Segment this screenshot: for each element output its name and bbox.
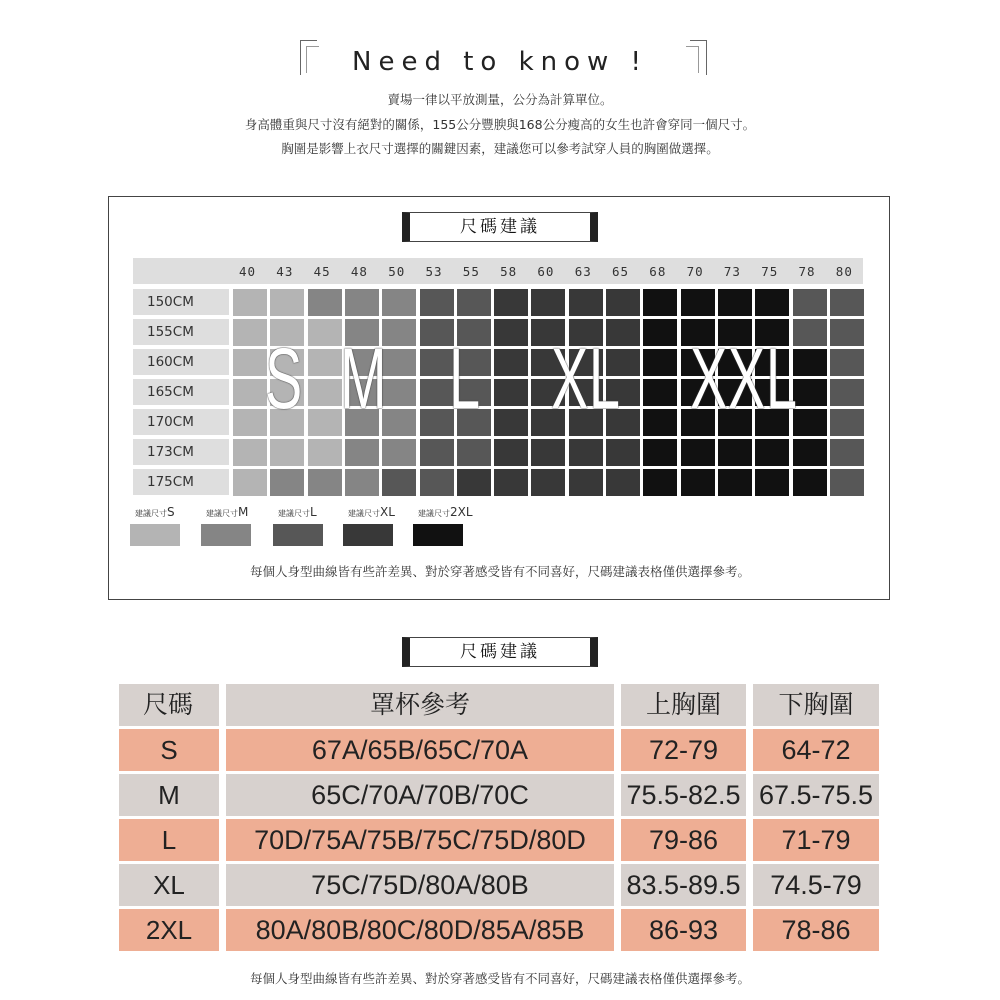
legend-size: M <box>238 505 249 519</box>
size-cell-label: XL <box>119 864 219 906</box>
bust-header: 58 <box>500 264 518 279</box>
size-cell <box>308 439 342 466</box>
bust-header: 68 <box>649 264 667 279</box>
size-cell <box>420 469 454 496</box>
size-cell <box>830 469 864 496</box>
size-cell <box>830 439 864 466</box>
table-cell: 67A/65B/65C/70A <box>226 729 614 771</box>
note-line-1: 賣場一律以平放測量，公分為計算單位。 <box>387 92 613 107</box>
size-overlay-label: M <box>340 331 388 427</box>
size-cell <box>420 289 454 316</box>
size-grid-title: 尺碼建議 <box>402 212 598 242</box>
table-cell: 70D/75A/75B/75C/75D/80D <box>226 819 614 861</box>
bust-header: 60 <box>537 264 555 279</box>
size-cell <box>681 469 715 496</box>
size-cell <box>270 469 304 496</box>
legend-prefix: 建議尺寸 <box>206 509 238 518</box>
size-cell <box>718 469 752 496</box>
legend-label <box>278 505 317 519</box>
bust-header: 53 <box>425 264 443 279</box>
bust-header: 48 <box>350 264 368 279</box>
size-cell <box>494 319 528 346</box>
legend-prefix: 建議尺寸 <box>278 509 310 518</box>
legend-label <box>418 505 473 519</box>
table-cell: 75C/75D/80A/80B <box>226 864 614 906</box>
legend-label <box>206 505 248 519</box>
size-cell <box>382 319 416 346</box>
size-cell <box>830 349 864 376</box>
table-cell: 75.5-82.5 <box>621 774 746 816</box>
size-cell <box>382 379 416 406</box>
bust-header: 80 <box>835 264 853 279</box>
size-overlay-label: L <box>449 331 481 427</box>
table-header: 尺碼 <box>119 684 219 726</box>
size-cell-label: M <box>119 774 219 816</box>
size-cell <box>382 439 416 466</box>
legend-swatch <box>273 524 323 546</box>
page-title: Need to know ! <box>352 47 648 77</box>
legend-swatch <box>130 524 180 546</box>
size-cell <box>233 349 267 376</box>
size-cell <box>643 379 677 406</box>
size-cell <box>494 439 528 466</box>
size-cell <box>345 289 379 316</box>
bust-header: 75 <box>761 264 779 279</box>
size-cell <box>793 289 827 316</box>
size-cell-label: L <box>119 819 219 861</box>
size-cell <box>345 469 379 496</box>
size-cell <box>643 319 677 346</box>
height-label: 170CM <box>133 409 229 435</box>
size-cell <box>606 439 640 466</box>
size-cell <box>270 439 304 466</box>
size-cell <box>569 439 603 466</box>
size-cell <box>569 469 603 496</box>
table-header: 罩杯參考 <box>226 684 614 726</box>
table-cell: 86-93 <box>621 909 746 951</box>
size-cell <box>830 319 864 346</box>
size-table-title: 尺碼建議 <box>402 637 598 667</box>
size-cell <box>308 409 342 436</box>
size-cell <box>643 469 677 496</box>
size-cell <box>308 379 342 406</box>
legend-prefix: 建議尺寸 <box>135 509 167 518</box>
bust-header: 40 <box>239 264 257 279</box>
bust-header: 50 <box>388 264 406 279</box>
height-label: 160CM <box>133 349 229 375</box>
size-cell <box>457 439 491 466</box>
size-overlay-label: XXL <box>690 331 798 427</box>
size-cell <box>233 469 267 496</box>
size-cell <box>308 469 342 496</box>
size-overlay-label: S <box>265 331 303 427</box>
size-cell <box>494 379 528 406</box>
size-cell <box>755 439 789 466</box>
size-cell <box>233 289 267 316</box>
bust-header: 43 <box>276 264 294 279</box>
table-cell: 67.5-75.5 <box>753 774 879 816</box>
legend-size: S <box>167 505 175 519</box>
size-cell <box>420 439 454 466</box>
size-cell <box>681 439 715 466</box>
bust-header: 55 <box>462 264 480 279</box>
size-cell <box>233 409 267 436</box>
note-line-2: 身高體重與尺寸沒有絕對的關係，155公分豐腴與168公分瘦高的女生也許會穿同一個尺寸。 <box>244 117 756 132</box>
bust-header: 73 <box>723 264 741 279</box>
note-line-3: 胸圍是影響上衣尺寸選擇的關鍵因素，建議您可以參考試穿人員的胸圍做選擇。 <box>281 141 719 156</box>
table-cell: 80A/80B/80C/80D/85A/85B <box>226 909 614 951</box>
size-cell <box>494 409 528 436</box>
size-cell <box>382 469 416 496</box>
height-label: 165CM <box>133 379 229 405</box>
size-cell <box>718 289 752 316</box>
height-label: 150CM <box>133 289 229 315</box>
size-cell <box>233 319 267 346</box>
size-cell <box>643 439 677 466</box>
size-cell <box>308 319 342 346</box>
size-cell <box>494 289 528 316</box>
height-label: 175CM <box>133 469 229 495</box>
legend-label <box>348 505 395 519</box>
grid-disclaimer: 每個人身型曲線皆有些許差異、對於穿著感受皆有不同喜好，尺碼建議表格僅供選擇參考。 <box>249 564 750 579</box>
table-header: 上胸圍 <box>621 684 746 726</box>
size-cell <box>382 289 416 316</box>
size-cell <box>793 439 827 466</box>
legend-size: L <box>310 505 317 519</box>
size-cell <box>270 289 304 316</box>
size-cell <box>718 439 752 466</box>
size-cell <box>494 349 528 376</box>
bust-header: 78 <box>798 264 816 279</box>
bust-header: 70 <box>686 264 704 279</box>
size-cell <box>531 439 565 466</box>
table-cell: 83.5-89.5 <box>621 864 746 906</box>
size-cell <box>233 439 267 466</box>
size-cell <box>643 409 677 436</box>
size-cell <box>606 469 640 496</box>
size-cell-label: 2XL <box>119 909 219 951</box>
table-disclaimer: 每個人身型曲線皆有些許差異、對於穿著感受皆有不同喜好，尺碼建議表格僅供選擇參考。 <box>249 971 750 986</box>
legend-label <box>135 505 175 519</box>
table-cell: 71-79 <box>753 819 879 861</box>
bust-header: 45 <box>313 264 331 279</box>
table-cell: 64-72 <box>753 729 879 771</box>
size-cell <box>755 289 789 316</box>
height-label: 173CM <box>133 439 229 465</box>
size-cell <box>681 289 715 316</box>
size-cell <box>643 289 677 316</box>
size-cell <box>830 289 864 316</box>
size-cell <box>606 289 640 316</box>
size-cell <box>531 469 565 496</box>
table-cell: 72-79 <box>621 729 746 771</box>
table-cell: 74.5-79 <box>753 864 879 906</box>
size-cell <box>531 289 565 316</box>
size-cell <box>382 409 416 436</box>
size-cell <box>569 289 603 316</box>
table-cell: 65C/70A/70B/70C <box>226 774 614 816</box>
size-cell <box>308 289 342 316</box>
size-cell <box>793 469 827 496</box>
size-cell <box>755 469 789 496</box>
bust-header: 63 <box>574 264 592 279</box>
size-cell <box>494 469 528 496</box>
table-cell: 78-86 <box>753 909 879 951</box>
size-cell <box>382 349 416 376</box>
legend-swatch <box>343 524 393 546</box>
size-overlay-label: XL <box>551 331 621 427</box>
height-label: 155CM <box>133 319 229 345</box>
size-cell <box>308 349 342 376</box>
legend-swatch <box>201 524 251 546</box>
size-cell-label: S <box>119 729 219 771</box>
legend-prefix: 建議尺寸 <box>348 509 380 518</box>
size-cell <box>830 379 864 406</box>
size-cell <box>457 469 491 496</box>
legend-swatch <box>413 524 463 546</box>
size-cell <box>233 379 267 406</box>
legend-size: XL <box>380 505 395 519</box>
legend-size: 2XL <box>450 505 473 519</box>
size-cell <box>643 349 677 376</box>
size-cell <box>830 409 864 436</box>
bust-header: 65 <box>612 264 630 279</box>
size-cell <box>457 289 491 316</box>
table-header: 下胸圍 <box>753 684 879 726</box>
legend-prefix: 建議尺寸 <box>418 509 450 518</box>
size-cell <box>345 439 379 466</box>
table-cell: 79-86 <box>621 819 746 861</box>
